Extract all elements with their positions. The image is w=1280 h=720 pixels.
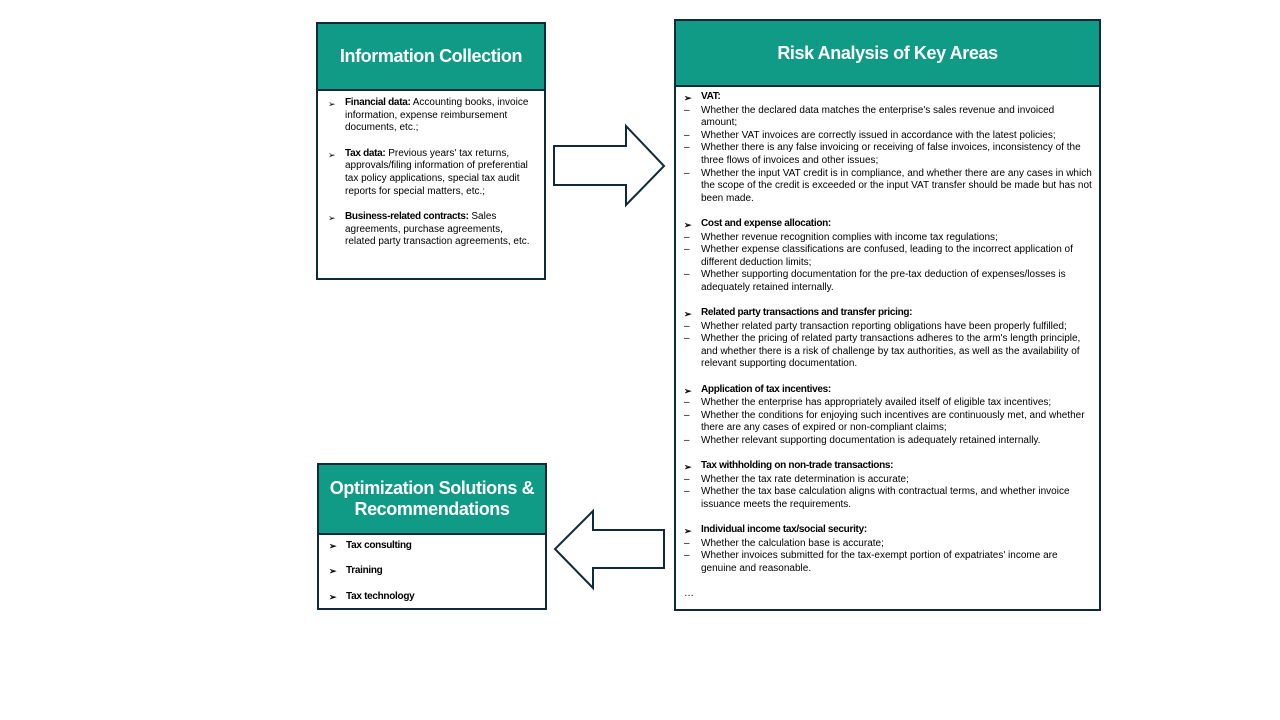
risk-point-text: Whether the calculation base is accurate; [701,537,884,549]
info-item-description: Accounting books, invoice information, expense reimbursement documents, etc.; [345,97,529,134]
dash-icon: – [684,320,690,332]
dash-icon: – [684,167,690,179]
optimization-item-label: Tax consulting [346,540,412,551]
optimization-title: Optimization Solutions & Recommendations [329,478,535,519]
bullet-icon: ➢ [329,541,337,551]
optimization-item [329,591,537,603]
bullet-icon: ➢ [329,566,337,577]
dash-icon: – [684,104,690,116]
risk-ellipsis: … [684,588,694,600]
dash-icon: – [684,486,690,498]
risk-point-text: Whether the conditions for enjoying such incentives are continuously met, and whether there are any cases of expired or non-compliant claims; [701,409,1085,434]
risk-point-text: Whether supporting documentation for the pre-tax deduction of expenses/losses is adequately retained internally. [701,269,1066,293]
bullet-icon: ➢ [328,149,336,160]
risk-point-text: Whether there is any false invoicing or receiving of false invoices, inconsistency of the three flows of invoices and other issues; [701,142,1081,166]
dash-icon: – [684,333,690,345]
risk-section-title: Related party transactions and transfer pricing: [701,307,913,319]
risk-section-title: Application of tax incentives: [701,383,831,395]
info-item-description: Previous years' tax returns, approvals/filing information of preferential tax policy applications, special tax audit reports for special matters, etc.; [345,147,528,197]
bullet-icon: ➢ [684,219,692,230]
risk-point-text: Whether the declared data matches the enterprise's sales revenue and invoiced amount; [701,104,1055,129]
bullet-icon: ➢ [684,309,692,320]
dash-icon: – [684,142,690,154]
optimization-item [329,540,537,552]
bullet-icon: ➢ [684,385,692,396]
dash-icon: – [684,129,690,141]
risk-point-text: Whether related party transaction reporting obligations have been properly fulfilled; [701,320,1067,332]
risk-analysis-title: Risk Analysis of Key Areas [777,42,998,63]
optimization-header [319,465,545,535]
optimization-item-label: Tax technology [346,590,415,602]
risk-section-title: VAT: [701,91,721,102]
risk-point-text: Whether revenue recognition complies with income tax regulations; [701,231,998,243]
dash-icon: – [684,409,690,421]
risk-point-text: Whether expense classifications are confused, leading to the incorrect application of different deduction limits; [701,244,1073,268]
bullet-icon: ➢ [684,526,692,537]
dash-icon: – [684,244,690,256]
risk-point-text: Whether the enterprise has appropriately availed itself of eligible tax incentives; [701,397,1052,409]
risk-point-text: Whether invoices submitted for the tax-exempt portion of expatriates' income are genuine and reasonable. [701,550,1058,574]
risk-point-text: Whether the tax base calculation aligns with contractual terms, and whether invoice issuance meets the requirements. [701,486,1070,510]
risk-section-title: Individual income tax/social security: [701,524,867,536]
risk-point-text: Whether the input VAT credit is in compliance, and whether there are any cases in which the scope of the credit is exceeded or the input VAT transfer should be made but has not been made. [701,167,1092,204]
risk-point-text: Whether VAT invoices are correctly issued in accordance with the latest policies; [701,129,1056,141]
dash-icon: – [684,435,690,447]
bullet-icon: ➢ [328,99,336,109]
bullet-icon: ➢ [329,591,337,602]
risk-section-title: Tax withholding on non-trade transactions: [701,460,894,472]
optimization-list [319,535,545,603]
dash-icon: – [684,397,690,409]
bullet-icon: ➢ [328,213,336,224]
risk-section-title: Cost and expense allocation: [701,217,831,229]
dash-icon: – [684,231,690,243]
dash-icon: – [684,269,690,281]
optimization-item-label: Training [346,565,383,577]
risk-point-text: Whether the tax rate determination is accurate; [701,473,909,485]
risk-point-text: Whether the pricing of related party transactions adheres to the arm's length principle, and whether there is a risk of challenge by tax authorities, as well as the availability of relevant supporting documentation. [701,333,1081,370]
info-item-description: Sales agreements, purchase agreements, related party transaction agreements, etc. [345,211,530,248]
optimization-item [329,565,537,577]
dash-icon: – [684,537,690,549]
optimization-box [317,463,547,610]
info-item-term: Financial data: [345,97,411,108]
bullet-icon: ➢ [684,462,692,473]
information-collection-title: Information Collection [339,46,523,66]
bullet-icon: ➢ [684,93,692,103]
info-item-term: Tax data: [345,147,386,159]
dash-icon: – [684,550,690,562]
risk-point-text: Whether relevant supporting documentation is adequately retained internally. [701,435,1041,447]
info-item-term: Business-related contracts: [345,211,469,223]
dash-icon: – [684,473,690,485]
